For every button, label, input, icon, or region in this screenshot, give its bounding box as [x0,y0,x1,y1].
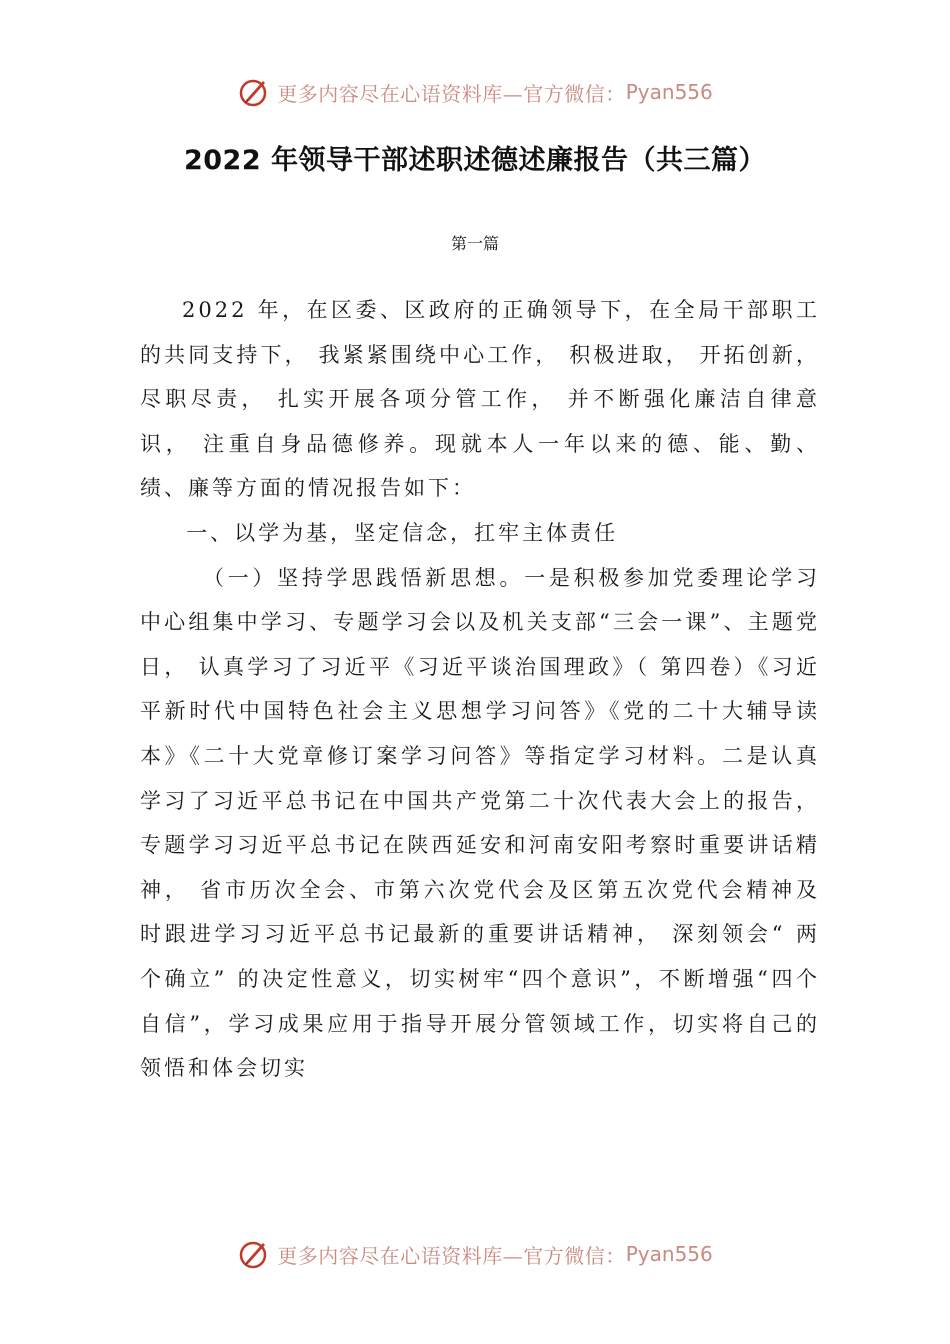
watermark-text: 更多内容尽在心语资料库—官方微信： [277,81,626,106]
intro-paragraph: 2022 年，在区委、区政府的正确领导下，在全局干部职工的共同支持下， 我紧紧围绕中心工作， 积极进取， 开拓创新， 尽职尽责， 扎实开展各项分管工作， 并不断强化廉洁自律意识， 注重自身品德修养。现就本人一年以来的德、能、勤、绩、廉等方面的情况报告如下： [140,298,820,501]
section-heading: 一、以学为基，坚定信念，扛牢主体责任 [186,520,619,545]
quill-logo-icon [237,75,271,109]
document-body [140,288,820,1091]
watermark-wechat-id: Pyan556 [625,80,713,104]
watermark-header [0,72,950,112]
watermark-wechat-id: Pyan556 [625,1242,713,1266]
watermark-text: 更多内容尽在心语资料库—官方微信： [277,1243,626,1268]
watermark-footer [0,1234,950,1274]
page-title: 2022 年领导干部述职述德述廉报告（共三篇） [183,145,767,176]
section-label: 第一篇 [450,234,499,253]
body-paragraph: （一）坚持学思践悟新思想。一是积极参加党委理论学习中心组集中学习、专题学习会以及机关支部“三会一课”、主题党日， 认真学习了习近平《习近平谈治国理政》（ 第四卷）《习近平新时代中国特色社会主义思想学习问答》《党的二十大辅导读本》《二十大党章修订案学习问答》等指定学习材料。二是认真学习了习近平总书记在中国共产党第二十次代表大会上的报告， 专题学习习近平总书记在陕西延安和河南安阳考察时重要讲话精神， 省市历次全会、市第六次党代会及区第五次党代会精神及时跟进学习习近平总书记最新的重要讲话精神， 深刻领会“ 两个确立” 的决定性意义，切实树牢“四个意识”，不断增强“四个自信”，学习成果应用于指导开展分管领域工作，切实将自己的领悟和体会切实 [140,565,820,1081]
quill-logo-icon [237,1237,271,1271]
